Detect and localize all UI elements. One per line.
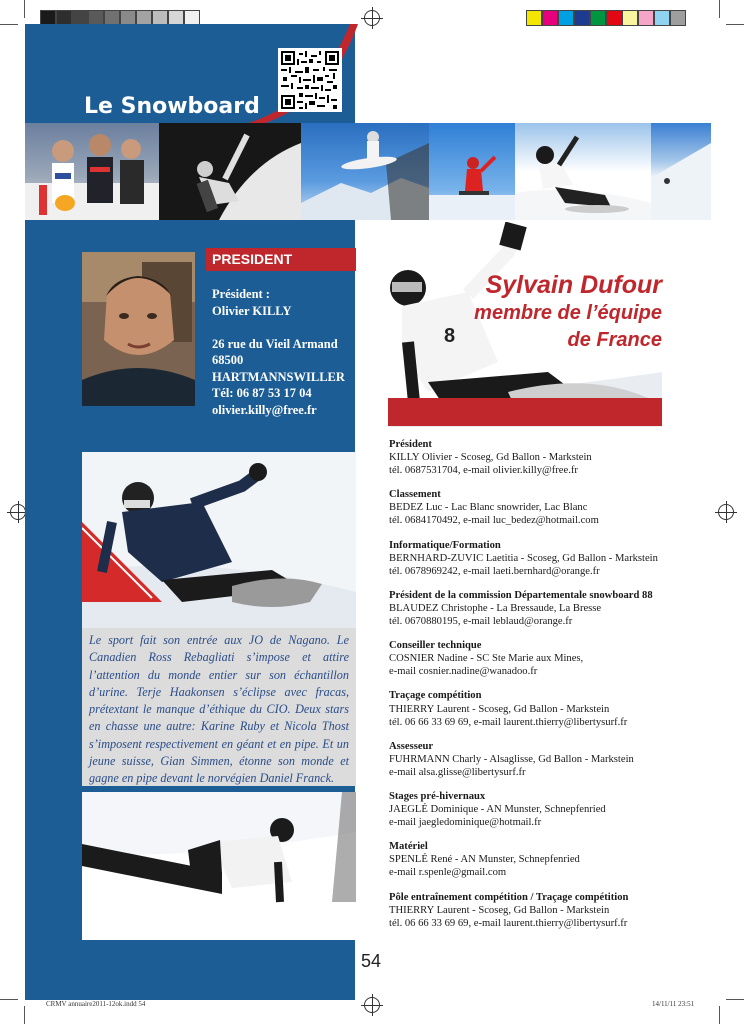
- carve-turn-photo[interactable]: [82, 792, 356, 940]
- president-heading: PRESIDENT: [206, 248, 356, 271]
- directory-line: KILLY Olivier - Scoseg, Gd Ballon - Markstein: [389, 452, 592, 464]
- podium-photo[interactable]: [25, 123, 159, 220]
- directory-entry: [389, 589, 689, 628]
- directory-line: tél. 0687531704, e-mail olivier.killy@free.fr: [389, 465, 578, 477]
- spacer: [212, 319, 345, 336]
- photo-strip: [25, 123, 711, 220]
- color-swatch: [606, 10, 622, 26]
- crop-mark: [24, 0, 25, 18]
- directory-line: tél. 06 66 33 69 69, e-mail laurent.thierry@libertysurf.fr: [389, 716, 628, 728]
- page-title: Le Snowboard: [84, 94, 260, 119]
- color-swatch: [542, 10, 558, 26]
- directory-line: e-mail alsa.glisse@libertysurf.fr: [389, 766, 526, 778]
- page-number: 54: [361, 951, 382, 971]
- president-email[interactable]: olivier.killy@free.fr: [212, 402, 317, 417]
- directory-role: Conseiller technique: [389, 640, 482, 652]
- directory-line: tél. 06 66 33 69 69, e-mail laurent.thierry@libertysurf.fr: [389, 917, 628, 929]
- color-calibration-bar: [526, 10, 686, 26]
- color-swatch: [654, 10, 670, 26]
- directory-role: Matériel: [389, 841, 428, 853]
- color-swatch: [574, 10, 590, 26]
- directory-role: Assesseur: [389, 740, 434, 752]
- directory-entry: [389, 740, 689, 779]
- directory-line: e-mail jaegledominique@hotmail.fr: [389, 817, 542, 829]
- red-rider-photo[interactable]: [429, 123, 515, 220]
- color-swatch: [622, 10, 638, 26]
- crop-mark: [719, 0, 720, 18]
- athlete-title-line2: de France: [567, 329, 662, 351]
- directory-line: tél. 0678969242, e-mail laeti.bernhard@orange.fr: [389, 565, 600, 577]
- athlete-name: Sylvain Dufour: [485, 271, 662, 299]
- directory-role: Président de la commission Départementale snowboard 88: [389, 589, 653, 601]
- president-portrait-photo[interactable]: [82, 252, 195, 406]
- directory-role: Stages pré-hivernaux: [389, 790, 486, 802]
- directory-line: COSNIER Nadine - SC Ste Marie aux Mines,: [389, 653, 584, 665]
- directory-entry: [389, 438, 689, 477]
- president-phone[interactable]: Tél: 06 87 53 17 04: [212, 386, 312, 400]
- directory-line: THIERRY Laurent - Scoseg, Gd Ballon - Markstein: [389, 904, 610, 916]
- committee-directory: [389, 438, 689, 941]
- directory-line: BEDEZ Luc - Lac Blanc snowrider, Lac Blanc: [389, 502, 588, 514]
- directory-line: e-mail r.spenle@gmail.com: [389, 867, 507, 879]
- president-label: Président :: [212, 287, 270, 301]
- president-name: Olivier KILLY: [212, 303, 292, 318]
- directory-entry: [389, 689, 689, 728]
- directory-role: Pôle entraînement compétition / Traçage compétition: [389, 891, 629, 903]
- directory-role: Informatique/Formation: [389, 539, 501, 551]
- crop-mark: [0, 24, 18, 25]
- directory-line: e-mail cosnier.nadine@wanadoo.fr: [389, 666, 538, 678]
- directory-entry: [389, 539, 689, 578]
- registration-mark-icon: [10, 504, 26, 520]
- directory-line: BLAUDEZ Christophe - La Bressaude, La Bresse: [389, 602, 602, 614]
- crop-mark: [726, 999, 744, 1000]
- directory-entry: [389, 488, 689, 527]
- giant-slalom-photo[interactable]: [82, 452, 356, 628]
- directory-line: FUHRMANN Charly - Alsaglisse, Gd Ballon - Markstein: [389, 753, 634, 765]
- crop-mark: [0, 999, 18, 1000]
- president-postcode: 68500: [212, 353, 244, 367]
- crop-mark: [24, 1006, 25, 1024]
- president-city: HARTMANNSWILLER: [212, 369, 345, 384]
- crop-mark: [726, 24, 744, 25]
- registration-mark-icon: [718, 504, 734, 520]
- color-swatch: [638, 10, 654, 26]
- president-street: 26 rue du Vieil Armand: [212, 336, 338, 351]
- directory-entry: [389, 891, 689, 930]
- slope-photo[interactable]: [651, 123, 711, 220]
- print-footer-file: CRMV annuaire2011-12ok.indd 54: [46, 1000, 146, 1008]
- directory-line: tél. 0684170492, e-mail luc_bedez@hotmail.com: [389, 515, 599, 527]
- directory-line: tél. 0670880195, e-mail leblaud@orange.fr: [389, 616, 573, 628]
- feature-caption: [474, 270, 662, 354]
- directory-entry: [389, 639, 689, 678]
- crop-mark: [719, 1006, 720, 1024]
- color-swatch: [590, 10, 606, 26]
- print-footer-date: 14/11/11 23:51: [652, 1000, 695, 1008]
- president-contact: [212, 286, 345, 418]
- air-jump-photo[interactable]: [301, 123, 429, 220]
- directory-role: Traçage compétition: [389, 690, 482, 702]
- red-ribbon-decoration: [388, 398, 662, 426]
- carving-rider-photo[interactable]: [515, 123, 651, 220]
- qr-code-icon[interactable]: [278, 48, 342, 112]
- directory-line: THIERRY Laurent - Scoseg, Gd Ballon - Markstein: [389, 703, 610, 715]
- registration-mark-icon: [364, 10, 380, 26]
- directory-entry: [389, 790, 689, 829]
- directory-line: SPENLÉ René - AN Munster, Schnepfenried: [389, 854, 580, 866]
- history-quote: Le sport fait son entrée aux JO de Nagano. Le Canadien Ross Rebagliati s’impose et attire l’attention du monde entier sur son échantillon d’urine. Terje Haakonsen s’éclipse avec fracas, prétextant le manque d’éthique du CIO. Deux stars en chasse une autre: Karine Ruby et Nicola Thost s’imposent respectivement en géant et en pipe. Et un jeune suisse, Gian Simmen, étonne son monde et gagne en pipe devant le norvégien Daniel Franck.: [82, 628, 356, 786]
- directory-entry: [389, 840, 689, 879]
- directory-line: BERNHARD-ZUVIC Laetitia - Scoseg, Gd Ballon - Markstein: [389, 552, 658, 564]
- directory-role: Président: [389, 439, 432, 450]
- directory-line: JAEGLÉ Dominique - AN Munster, Schnepfenried: [389, 804, 606, 816]
- rider-night-photo[interactable]: [159, 123, 301, 220]
- color-swatch: [670, 10, 686, 26]
- svg-text:8: 8: [444, 325, 456, 347]
- directory-role: Classement: [389, 489, 441, 501]
- athlete-title-line1: membre de l’équipe: [474, 302, 662, 324]
- registration-mark-icon: [364, 997, 380, 1013]
- color-swatch: [558, 10, 574, 26]
- color-swatch: [526, 10, 542, 26]
